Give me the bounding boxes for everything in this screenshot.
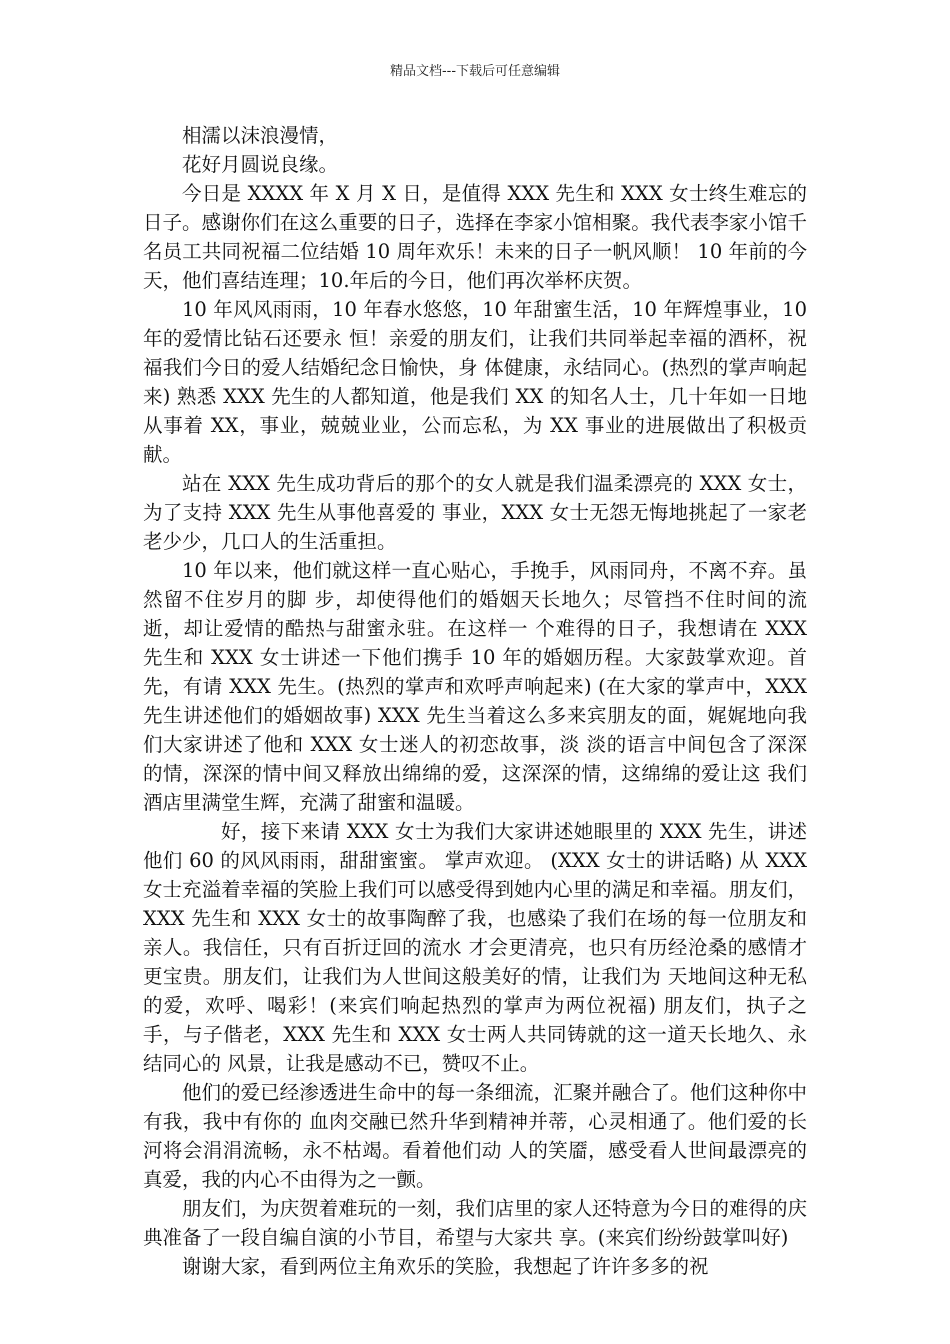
paragraph-5: 站在 XXX 先生成功背后的那个的女人就是我们温柔漂亮的 XXX 女士，为了支持 XXX 先生从事他喜爱的 事业，XXX 女士无怨无悔地挑起了一家老老少少，几口人的生活重担。 — [143, 472, 807, 553]
page-header: 精品文档---下载后可任意编辑 — [389, 64, 561, 79]
paragraph-7: 好，接下来请 XXX 女士为我们大家讲述她眼里的 XXX 先生，讲述他们 60 的风风雨雨，甜甜蜜蜜。 掌声欢迎。 (XXX 女士的讲话略) 从 XXX 女士充溢着幸福的笑脸上我们可以感受得到她内心里的满足和幸福。朋友们，XXX 先生和 XXX 女士的故事陶醉了我，也感染了我们在场的每一位朋友和亲人。我信任，只有百折迂回的流水 才会更清亮，也只有历经沧桑的感情才更宝贵。朋友们，让我们为人世间这般美好的情，让我们为 天地间这种无私的爱，欢呼、喝彩！(来宾们响起热烈的掌声为两位祝福) 朋友们，执子之手，与子偕老，XXX 先生和 XXX 女士两人共同铸就的这一道天长地久、永结同心的 风景，让我是感动不已，赞叹不止。 — [143, 820, 807, 1075]
paragraph-9: 朋友们，为庆贺着难玩的一刻，我们店里的家人还特意为今日的难得的庆典准备了一段自编自演的小节目，希望与大家共 享。(来宾们纷纷鼓掌叫好) — [143, 1197, 807, 1249]
paragraph-2: 花好月圆说良缘。 — [182, 153, 339, 176]
paragraph-8: 他们的爱已经渗透进生命中的每一条细流，汇聚并融合了。他们这种你中有我，我中有你的 血肉交融已然升华到精神并蒂，心灵相通了。他们爱的长河将会涓涓流畅，永不枯竭。看着他们动 人的笑靥，感受看人世间最漂亮的真爱，我的内心不由得为之一颤。 — [143, 1081, 807, 1191]
paragraph-3: 今日是 XXXX 年 X 月 X 日，是值得 XXX 先生和 XXX 女士终生难忘的日子。感谢你们在这么重要的日子，选择在李家小馆相聚。我代表李家小馆千名员工共同祝福二位结婚 10 周年欢乐！未来的日子一帆风顺！ 10 年前的今 天，他们喜结连理；10.年后的今日，他们再次举杯庆贺。 — [143, 182, 807, 292]
paragraph-4: 10 年风风雨雨，10 年春水悠悠，10 年甜蜜生活，10 年辉煌事业，10 年的爱情比钻石还要永 恒！亲爱的朋友们，让我们共同举起幸福的酒杯，祝福我们今日的爱人结婚纪念日愉快，身 体健康，永结同心。(热烈的掌声响起来) 熟悉 XXX 先生的人都知道，他是我们 XX 的知名人士，几十年如一日地从事着 XX，事业，兢兢业业，公而忘私，为 XX 事业的进展做出了积极贡献。 — [143, 298, 807, 466]
document-body — [143, 121, 807, 1281]
paragraph-6: 10 年以来，他们就这样一直心贴心，手挽手，风雨同舟，不离不弃。虽然留不住岁月的脚 步，却使得他们的婚姻天长地久；尽管挡不住时间的流逝，却让爱情的酷热与甜蜜永驻。在这样一 个难得的日子，我想请在 XXX 先生和 XXX 女士讲述一下他们携手 10 年的婚姻历程。大家鼓掌欢迎。首 先，有请 XXX 先生。(热烈的掌声和欢呼声响起来) (在大家的掌声中，XXX 先生讲述他们的婚姻故事) XXX 先生当着这么多来宾朋友的面，娓娓地向我们大家讲述了他和 XXX 女士迷人的初恋故事，淡 淡的语言中间包含了深深的情，深深的情中间又释放出绵绵的爱，这深深的情，这绵绵的爱让这 我们酒店里满堂生辉，充满了甜蜜和温暖。 — [143, 559, 807, 814]
paragraph-1: 相濡以沫浪漫情， — [182, 124, 339, 147]
paragraph-10: 谢谢大家，看到两位主角欢乐的笑脸，我想起了许许多多的祝 — [182, 1255, 709, 1278]
